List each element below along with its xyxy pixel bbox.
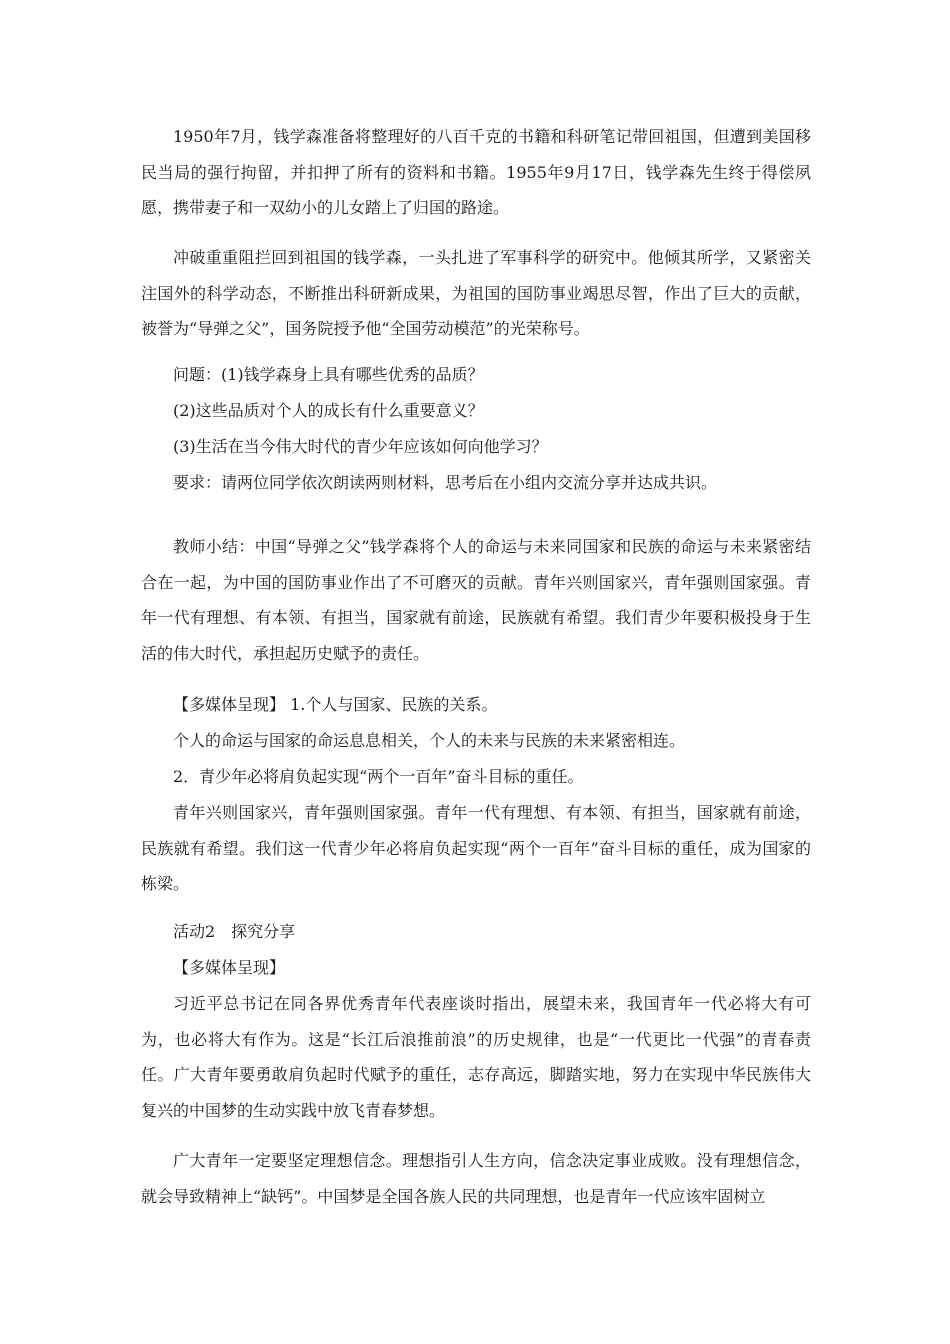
teacher-summary: 教师小结：中国“导弹之父”钱学森将个人的命运与未来同国家和民族的命运与未来紧密结合在一起，为中国的国防事业作出了不可磨灭的贡献。青年兴则国家兴，青年强则国家强。青年一代有理想、有本领、有担当，国家就有前途，民族就有希望。我们青少年要积极投身于生活的伟大时代，承担起历史赋予的责任。 xyxy=(141,537,811,663)
question-3: (3)生活在当今伟大时代的青少年应该如何向他学习？ xyxy=(173,437,548,456)
point-2-heading: 2．青少年必将肩负起实现“两个一百年”奋斗目标的重任。 xyxy=(173,767,584,786)
multimedia-heading-1: 【多媒体呈现】 1.个人与国家、民族的关系。 xyxy=(173,695,498,714)
paragraph-individual-nation: 个人的命运与国家的命运息息相关，个人的未来与民族的未来紧密相连。 xyxy=(173,731,686,750)
activity-2-heading: 活动2 探究分享 xyxy=(173,922,296,941)
paragraph-qian-return: 1950年7月，钱学森准备将整理好的八百千克的书籍和科研笔记带回祖国，但遭到美国移民当局的强行拘留，并扣押了所有的资料和书籍。1955年9月17日，钱学森先生终于得偿夙愿，携带妻子和一双幼小的儿女踏上了归国的路途。 xyxy=(141,127,811,217)
question-1: 问题：(1)钱学森身上具有哪些优秀的品质？ xyxy=(173,365,484,384)
paragraph-youth-responsibility: 青年兴则国家兴，青年强则国家强。青年一代有理想、有本领、有担当，国家就有前途，民族就有希望。我们这一代青少年必将肩负起实现“两个一百年”奋斗目标的重任，成为国家的栋梁。 xyxy=(141,803,811,893)
question-2: (2)这些品质对个人的成长有什么重要意义？ xyxy=(173,401,484,420)
requirement-paragraph: 要求：请两位同学依次朗读两则材料，思考后在小组内交流分享并达成共识。 xyxy=(173,473,718,492)
paragraph-ideals: 广大青年一定要坚定理想信念。理想指引人生方向，信念决定事业成败。没有理想信念，就会导致精神上“缺钙”。中国梦是全国各族人民的共同理想，也是青年一代应该牢固树立 xyxy=(141,1151,811,1206)
paragraph-qian-research: 冲破重重阻拦回到祖国的钱学森，一头扎进了军事科学的研究中。他倾其所学，又紧密关注国外的科学动态，不断推出科研新成果，为祖国的国防事业竭思尽智，作出了巨大的贡献，被誉为“导弹之父”，国务院授予他“全国劳动模范”的光荣称号。 xyxy=(141,248,811,338)
multimedia-heading-2: 【多媒体呈现】 xyxy=(173,958,286,977)
paragraph-xi-speech: 习近平总书记在同各界优秀青年代表座谈时指出，展望未来，我国青年一代必将大有可为，也必将大有作为。这是“长江后浪推前浪”的历史规律，也是“一代更比一代强”的青春责任。广大青年要勇敢肩负起时代赋予的重任，志存高远，脚踏实地，努力在实现中华民族伟大复兴的中国梦的生动实践中放飞青春梦想。 xyxy=(141,994,811,1120)
